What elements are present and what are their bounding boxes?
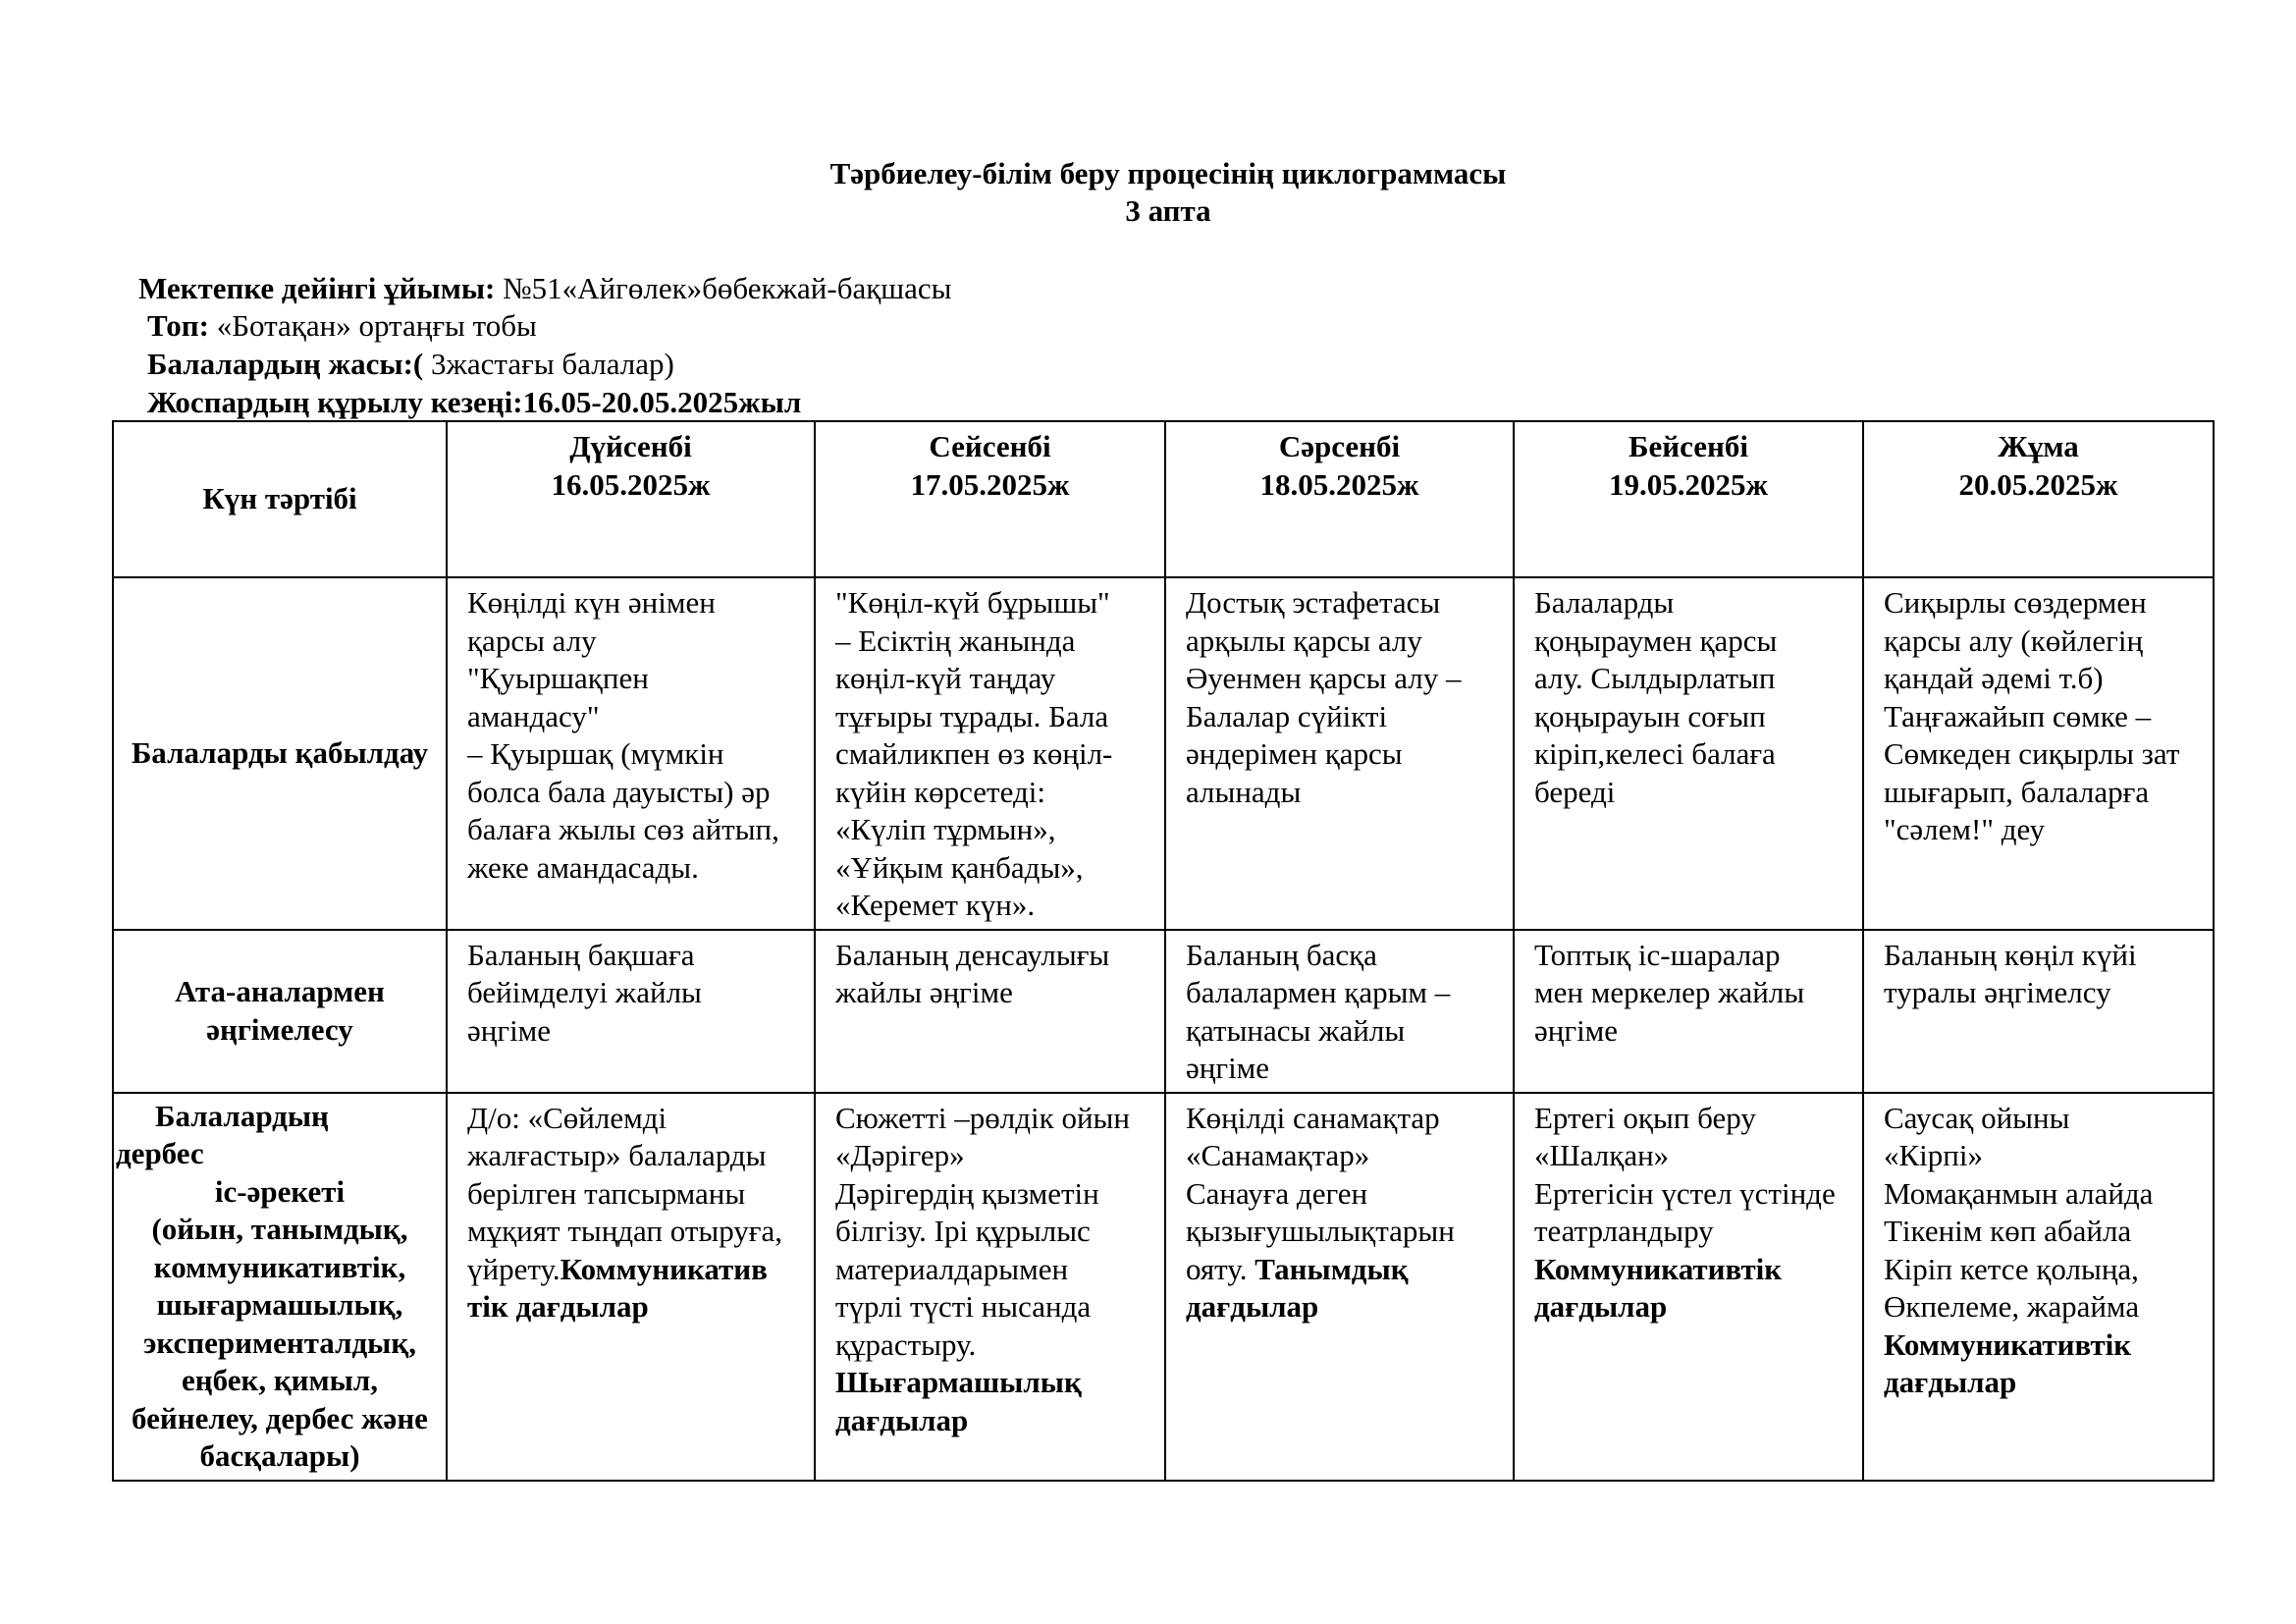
cell-line <box>835 623 1156 661</box>
cell-text: алынады <box>1186 774 1302 809</box>
row-label-line: дербес <box>116 1136 204 1170</box>
cell-line <box>1884 1326 2205 1365</box>
cell-text: қатынасы жайлы <box>1186 1012 1406 1048</box>
cell-text: Баланың көңіл күйі <box>1884 937 2137 972</box>
cell-line <box>1534 1175 1854 1214</box>
cell-text: Момақанмын алайда <box>1884 1175 2154 1211</box>
cell-line <box>1534 698 1854 736</box>
cell-line <box>467 1213 806 1251</box>
cell-line <box>467 1175 806 1214</box>
cell-text: Баланың басқа <box>1186 937 1377 972</box>
cell-text: күйін көрсетеді: <box>835 774 1045 809</box>
cell-text: жайлы әңгіме <box>835 975 1013 1009</box>
cell-line <box>467 1137 806 1175</box>
cell-line <box>835 974 1156 1012</box>
schedule-cell <box>1863 1093 2214 1481</box>
cell-line <box>835 584 1156 623</box>
cell-text: қарсы алу <box>467 623 597 658</box>
cell-line <box>835 937 1156 975</box>
cell-line <box>835 1402 1156 1440</box>
cell-line <box>835 811 1156 849</box>
cell-line <box>835 1326 1156 1365</box>
cell-text: мұқият тыңдап отыруға, <box>467 1214 783 1248</box>
cell-line <box>835 1251 1156 1289</box>
cell-text: түрлі түсті нысанда <box>835 1289 1092 1324</box>
document-header <box>0 155 2296 230</box>
cell-line <box>467 623 806 661</box>
cell-text: көңіл-күй таңдау <box>835 661 1056 695</box>
cell-line <box>1884 1364 2205 1402</box>
row-label-line: Балалардың <box>155 1098 329 1133</box>
cell-text: Сөмкеден сиқырлы зат <box>1884 736 2180 771</box>
cell-line <box>1884 1251 2205 1289</box>
day-header-monday <box>447 421 815 577</box>
row-label-line: шығармашылық, <box>156 1287 403 1322</box>
cell-line <box>467 1100 806 1138</box>
cell-text: «Ұйқым қанбады», <box>835 849 1084 885</box>
schedule-cell <box>1514 1093 1863 1481</box>
cell-line <box>1186 974 1505 1012</box>
cell-line <box>467 735 806 774</box>
cell-text: «Күліп тұрмын», <box>835 812 1056 846</box>
period-label: Жоспардың құрылу кезеңі:16.05-20.05.2025жыл <box>147 385 802 419</box>
cell-line <box>1534 1251 1854 1289</box>
cell-text: "Қуыршақпен <box>467 661 649 695</box>
day-name: Сәрсенбі <box>1278 429 1401 463</box>
schedule-cell <box>1514 577 1863 930</box>
cell-text: «Шалқан» <box>1534 1138 1670 1172</box>
cell-line <box>1186 937 1505 975</box>
day-date: 16.05.2025ж <box>551 466 711 502</box>
schedule-cell <box>1863 577 2214 930</box>
schedule-table <box>112 420 2215 1482</box>
cell-line <box>467 937 806 975</box>
cell-line <box>1186 1288 1505 1326</box>
row-label-line: әңгімелесу <box>206 1011 353 1047</box>
day-header-wednesday <box>1165 421 1514 577</box>
document-title: Тәрбиелеу-білім беру процесінің циклограммасы <box>829 156 1507 190</box>
cell-line <box>1186 1213 1505 1251</box>
cell-line <box>1534 1288 1854 1326</box>
cell-text: қандай әдемі т.б) <box>1884 661 2104 695</box>
age-label: Балалардың жасы:( <box>147 347 424 381</box>
cell-line <box>1884 1213 2205 1251</box>
schedule-cell <box>1165 577 1514 930</box>
cell-line <box>1186 1137 1505 1175</box>
corner-label: Күн тәртібі <box>113 421 447 577</box>
row-reception <box>113 577 2214 930</box>
row-label-line: (ойын, танымдық, <box>151 1212 408 1246</box>
cell-line <box>467 811 806 849</box>
cell-text: туралы әңгімелсу <box>1884 975 2111 1009</box>
cell-line <box>1884 937 2205 975</box>
cell-line <box>1884 1137 2205 1175</box>
cell-line <box>835 1175 1156 1214</box>
cell-text: театрландыру <box>1534 1214 1714 1248</box>
row-label-line: эксперименталдық, <box>143 1325 416 1360</box>
cell-text: береді <box>1534 774 1616 809</box>
cell-text: алу. Сылдырлатып <box>1534 661 1776 695</box>
row-label-line: коммуникативтік, <box>153 1249 406 1284</box>
cell-line <box>835 735 1156 774</box>
cell-text: Сиқырлы сөздермен <box>1884 585 2147 620</box>
week-label: 3 апта <box>1125 193 1211 228</box>
cell-text: қызығушылықтарын <box>1186 1214 1455 1248</box>
cell-line <box>467 849 806 888</box>
cell-text: Д/о: «Сөйлемді <box>467 1100 667 1135</box>
day-date: 19.05.2025ж <box>1609 466 1768 502</box>
skill-label: тік дағдылар <box>467 1289 649 1324</box>
cell-text: балаға жылы сөз айтып, <box>467 812 779 846</box>
cell-text: ояту. <box>1186 1251 1255 1286</box>
group-label: Топ: <box>147 308 209 343</box>
cell-text: бейімделуі жайлы <box>467 975 702 1009</box>
cell-line <box>1534 974 1854 1012</box>
row-label-line: Ата-аналармен <box>175 974 385 1008</box>
cell-line <box>835 660 1156 698</box>
cell-line <box>1534 584 1854 623</box>
organization-label: Мектепке дейінгі ұйымы: <box>138 271 496 305</box>
day-header-thursday <box>1514 421 1863 577</box>
cell-text: әңгіме <box>1186 1051 1270 1085</box>
group-value: «Ботақан» ортаңғы тобы <box>208 308 537 343</box>
skill-label: дағдылар <box>835 1402 969 1437</box>
cell-text: смайликпен өз көңіл- <box>835 736 1113 771</box>
row-label <box>113 577 447 930</box>
cell-text: амандасу" <box>467 698 600 733</box>
row-label-line: Балаларды қабылдау <box>131 735 429 770</box>
cell-text: болса бала дауысты) әр <box>467 774 771 809</box>
cell-text: мен меркелер жайлы <box>1534 975 1805 1009</box>
cell-line <box>1534 660 1854 698</box>
cell-line <box>1534 1100 1854 1138</box>
cell-line <box>1186 623 1505 661</box>
cell-text: «Кірпі» <box>1884 1138 1983 1172</box>
cell-line <box>1186 1175 1505 1214</box>
cell-text: Сюжетті –рөлдік ойын <box>835 1100 1130 1135</box>
schedule-cell <box>447 1093 815 1481</box>
cell-text: – Қуыршақ (мүмкін <box>467 736 724 771</box>
cell-line <box>1534 1213 1854 1251</box>
schedule-cell <box>1863 930 2214 1093</box>
cell-text: жеке амандасады. <box>467 849 699 885</box>
skill-label: Коммуникативтік <box>1884 1326 2132 1362</box>
cell-text: Баланың бақшаға <box>467 937 695 972</box>
organization-value: №51«Айгөлек»бөбекжай-бақшасы <box>495 271 952 305</box>
cell-text: әндерімен қарсы <box>1186 736 1403 771</box>
row-label-line: бейнелеу, дербес және <box>132 1400 428 1435</box>
cell-line <box>835 849 1156 888</box>
cell-line <box>835 774 1156 812</box>
day-name: Дүйсенбі <box>569 429 692 463</box>
row-label-line: іс-әрекеті <box>214 1173 346 1209</box>
schedule-cell <box>815 1093 1165 1481</box>
cell-line <box>1534 735 1854 774</box>
cell-line <box>1884 1175 2205 1214</box>
schedule-cell <box>815 577 1165 930</box>
cell-line <box>835 887 1156 925</box>
day-name: Жұма <box>1998 429 2079 463</box>
cell-line <box>467 584 806 623</box>
cell-text: балалармен қарым – <box>1186 975 1451 1009</box>
cell-text: қоңыраумен қарсы <box>1534 623 1778 658</box>
days-header-row <box>113 421 2214 577</box>
cell-line <box>1884 774 2205 812</box>
cell-line <box>835 1364 1156 1402</box>
cell-text: "сәлем!" деу <box>1884 812 2046 846</box>
organization-line <box>138 270 952 307</box>
skill-label: дағдылар <box>1186 1289 1319 1324</box>
period-line <box>147 384 801 421</box>
cell-line <box>1884 698 2205 736</box>
cell-line <box>467 660 806 698</box>
day-date: 20.05.2025ж <box>1958 466 2118 502</box>
cell-line <box>1186 1251 1505 1289</box>
cell-text: Балаларды <box>1534 585 1675 620</box>
cell-text: шығарып, балаларға <box>1884 774 2150 809</box>
cell-line <box>835 1213 1156 1251</box>
cell-line <box>467 1288 806 1326</box>
cell-line <box>835 1288 1156 1326</box>
cell-text: әңгіме <box>1534 1012 1619 1048</box>
schedule-cell <box>815 930 1165 1093</box>
cell-text: қоңырауын соғып <box>1534 698 1766 733</box>
cell-text: құрастыру. <box>835 1326 977 1362</box>
age-line <box>147 346 674 383</box>
cell-line <box>467 774 806 812</box>
cell-text: «Дәрігер» <box>835 1138 965 1172</box>
day-header-friday <box>1863 421 2214 577</box>
schedule-cell <box>1165 930 1514 1093</box>
cell-line <box>1884 1288 2205 1326</box>
cell-text: білгізу. Ірі құрылыс <box>835 1214 1091 1248</box>
skill-label: дағдылар <box>1884 1365 2017 1399</box>
schedule-cell <box>1165 1093 1514 1481</box>
skill-label: дағдылар <box>1534 1289 1668 1324</box>
cell-line <box>835 1137 1156 1175</box>
cell-text: берілген тапсырманы <box>467 1175 746 1211</box>
day-name: Сейсенбі <box>929 429 1051 463</box>
cell-line <box>1534 1137 1854 1175</box>
cell-text: Баланың денсаулығы <box>835 937 1110 972</box>
cell-text: Таңғажайып сөмке – <box>1884 698 2152 733</box>
cell-line <box>1534 774 1854 812</box>
skill-label: Коммуникативтік <box>1534 1251 1783 1286</box>
cell-text: арқылы қарсы алу <box>1186 623 1422 658</box>
cell-line <box>1534 623 1854 661</box>
cell-line <box>1186 1100 1505 1138</box>
day-header-tuesday <box>815 421 1165 577</box>
cell-text: «Санамақтар» <box>1186 1138 1370 1172</box>
cell-text: Дәрігердің қызметін <box>835 1175 1099 1211</box>
cell-text: әңгіме <box>467 1012 552 1048</box>
schedule-cell <box>1514 930 1863 1093</box>
cell-line <box>1884 1100 2205 1138</box>
cell-text: Достық эстафетасы <box>1186 585 1441 620</box>
cell-line <box>467 1012 806 1051</box>
skill-label: Танымдық <box>1255 1251 1409 1286</box>
row-independent-activity <box>113 1093 2214 1481</box>
cell-text: қарсы алу (көйлегің <box>1884 623 2144 658</box>
cell-text: – Есіктің жанында <box>835 623 1076 658</box>
cell-text: тұғыры тұрады. Бала <box>835 698 1109 733</box>
cell-line <box>1186 774 1505 812</box>
schedule-cell <box>447 930 815 1093</box>
cell-text: "Көңіл-күй бұрышы" <box>835 585 1110 620</box>
cell-text: Көңілді санамақтар <box>1186 1100 1440 1135</box>
skill-label: Шығармашылық <box>835 1365 1082 1399</box>
schedule-cell <box>447 577 815 930</box>
skill-label: Коммуникатив <box>560 1251 768 1286</box>
cell-text: Ертегісін үстел үстінде <box>1534 1175 1836 1211</box>
cell-text: Тікенім көп абайла <box>1884 1214 2132 1248</box>
cell-line <box>467 974 806 1012</box>
cell-line <box>1884 735 2205 774</box>
cell-line <box>1186 584 1505 623</box>
cell-line <box>467 698 806 736</box>
cell-line <box>1884 811 2205 849</box>
cell-text: Санауға деген <box>1186 1175 1368 1211</box>
cell-text: Өкпелеме, жарайма <box>1884 1289 2140 1324</box>
cell-line <box>1186 735 1505 774</box>
row-label-line: еңбек, қимыл, <box>181 1363 379 1397</box>
cell-line <box>1186 1012 1505 1051</box>
cell-line <box>467 1251 806 1289</box>
age-value: 3жастағы балалар) <box>423 347 674 381</box>
cell-line <box>1186 1050 1505 1088</box>
cell-line <box>1534 937 1854 975</box>
day-date: 18.05.2025ж <box>1259 466 1419 502</box>
cell-text: жалғастыр» балаларды <box>467 1138 767 1172</box>
cell-text: үйрету. <box>467 1251 561 1286</box>
cell-text: «Керемет күн». <box>835 888 1036 922</box>
cell-line <box>1884 660 2205 698</box>
row-label <box>113 1093 447 1481</box>
cell-line <box>835 698 1156 736</box>
day-date: 17.05.2025ж <box>910 466 1070 502</box>
cell-text: Балалар сүйікті <box>1186 698 1388 733</box>
cell-line <box>1884 623 2205 661</box>
cell-line <box>1534 1012 1854 1051</box>
cell-text: кіріп,келесі балаға <box>1534 736 1776 771</box>
cell-line <box>1186 660 1505 698</box>
row-label-line: басқалары) <box>199 1438 360 1473</box>
cell-text: материалдарымен <box>835 1251 1069 1286</box>
cell-text: Ертегі оқып беру <box>1534 1100 1756 1135</box>
row-label <box>113 930 447 1093</box>
cell-text: Әуенмен қарсы алу – <box>1186 661 1462 695</box>
day-name: Бейсенбі <box>1629 429 1748 463</box>
cell-text: Кіріп кетсе қолыңа, <box>1884 1251 2139 1286</box>
cell-line <box>835 1100 1156 1138</box>
row-parents-talk <box>113 930 2214 1093</box>
cell-text: Саусақ ойыны <box>1884 1100 2070 1135</box>
cell-line <box>1884 974 2205 1012</box>
cell-text: Топтық іс-шаралар <box>1534 937 1781 972</box>
group-line <box>147 307 537 345</box>
cell-line <box>1884 584 2205 623</box>
cell-line <box>1186 698 1505 736</box>
cell-text: Көңілді күн әнімен <box>467 585 716 620</box>
